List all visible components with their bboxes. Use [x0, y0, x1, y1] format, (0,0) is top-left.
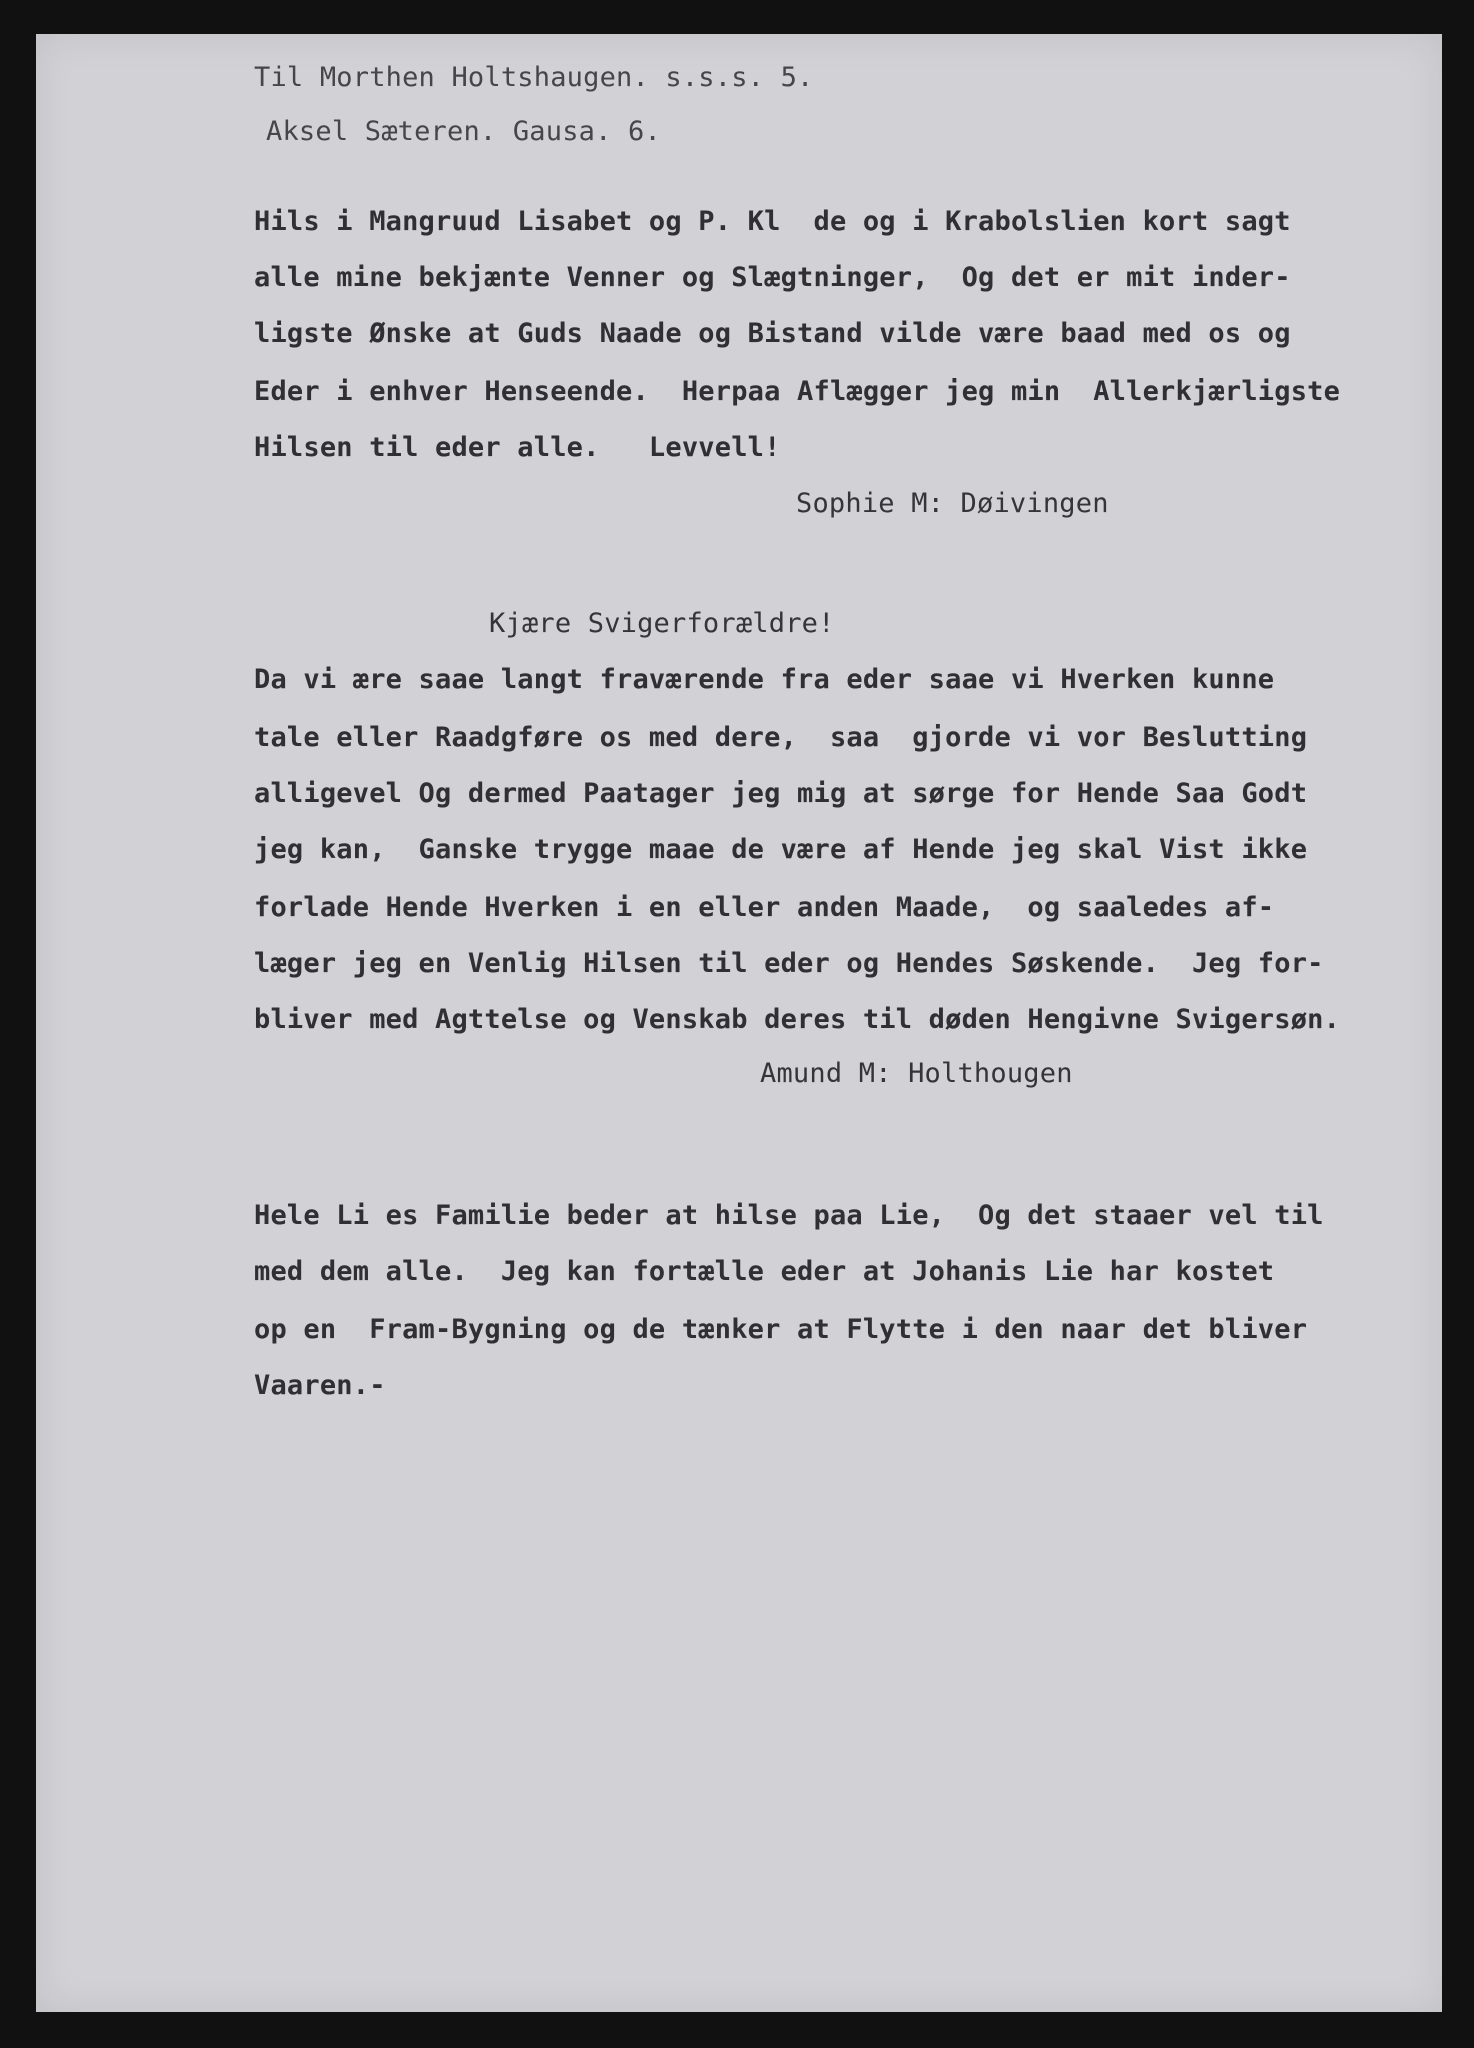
signature: Amund M: Holthougen — [760, 1058, 1073, 1089]
postscript-line: med dem alle. Jeg kan fortælle eder at Johanis Lie har kostet — [254, 1256, 1275, 1287]
postscript-line: Hele Li es Familie beder at hilse paa Lie, Og det staaer vel til — [254, 1200, 1324, 1231]
letter-line: tale eller Raadgføre os med dere, saa gjorde vi vor Beslutting — [254, 722, 1308, 753]
letter-line: Hilsen til eder alle. Levvell! — [254, 432, 781, 463]
document-page — [36, 34, 1442, 2012]
letter-line: Da vi ære saae langt fraværende fra eder saae vi Hverken kunne — [254, 664, 1275, 695]
address-line: Til Morthen Holtshaugen. s.s.s. 5. — [254, 62, 814, 93]
letter-line: bliver med Agttelse og Venskab deres til døden Hengivne Svigersøn. — [254, 1004, 1341, 1035]
salutation: Kjære Svigerforældre! — [489, 608, 835, 639]
letter-line: alligevel Og dermed Paatager jeg mig at sørge for Hende Saa Godt — [254, 778, 1308, 809]
postscript-line: op en Fram-Bygning og de tænker at Flytte i den naar det bliver — [254, 1314, 1308, 1345]
address-line: Aksel Sæteren. Gausa. 6. — [266, 116, 661, 147]
letter-line: forlade Hende Hverken i en eller anden Maade, og saaledes af- — [254, 892, 1275, 923]
letter-line: alle mine bekjænte Venner og Slægtninger, Og det er mit inder- — [254, 262, 1291, 293]
letter-line: læger jeg en Venlig Hilsen til eder og Hendes Søskende. Jeg for- — [254, 948, 1324, 979]
signature: Sophie M: Døivingen — [796, 488, 1109, 519]
letter-line: Hils i Mangruud Lisabet og P. Kl de og i Krabolslien kort sagt — [254, 206, 1291, 237]
letter-line: jeg kan, Ganske trygge maae de være af Hende jeg skal Vist ikke — [254, 834, 1308, 865]
letter-line: ligste Ønske at Guds Naade og Bistand vilde være baad med os og — [254, 318, 1291, 349]
letter-line: Eder i enhver Henseende. Herpaa Aflægger jeg min Allerkjærligste — [254, 376, 1341, 407]
postscript-line: Vaaren.- — [254, 1370, 386, 1401]
